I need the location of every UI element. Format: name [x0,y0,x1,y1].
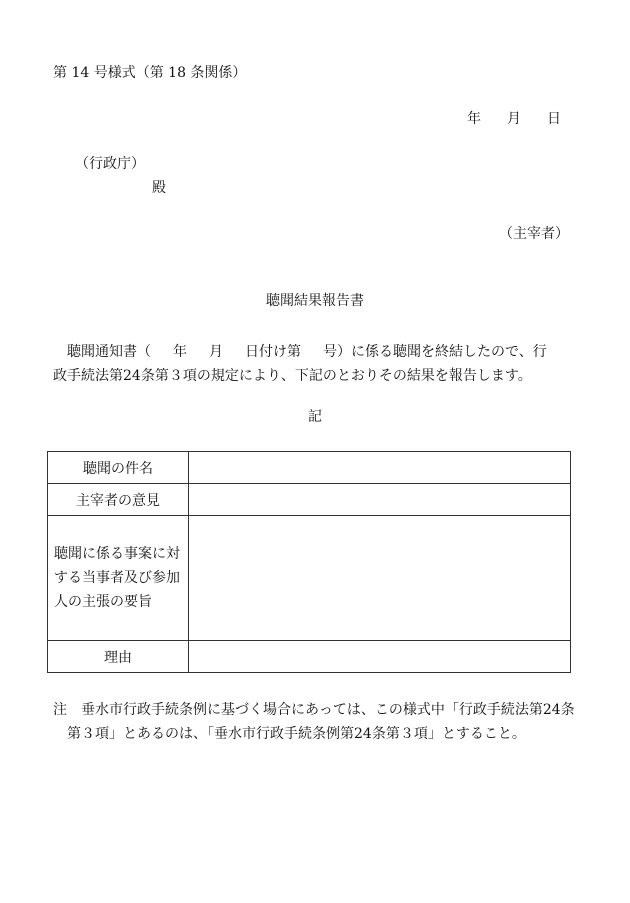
body-line-1 [53,340,583,364]
presider-label: （主宰者） [499,226,569,242]
date-year-label: 年 [467,111,481,127]
row-label-line: する当事者及び参加 [54,570,180,586]
row-value-cell [189,516,571,641]
body-month: 月 [209,344,223,360]
row-label: 主宰者の意見 [48,484,189,516]
note-block [53,698,583,746]
row-label: 理由 [48,641,189,673]
document-title: 聴聞結果報告書 [266,293,364,309]
row-value-cell [189,484,571,516]
table-row [48,484,571,516]
form-number: 第 14 号様式（第 18 条関係） [53,65,247,81]
table-row [48,516,571,641]
row-value-cell [189,641,571,673]
record-table [47,451,571,673]
row-label-line: 聴聞に係る事案に対 [54,546,180,562]
honorific-label: 殿 [152,180,166,196]
row-label-multiline [48,516,189,641]
note-line-1 [53,698,583,722]
body-segment: 号）に係る聴聞を終結したので、行 [323,344,547,360]
table-row [48,641,571,673]
date-line [467,112,561,126]
body-segment: 日付け第 [245,344,301,360]
body-segment: 聴聞通知書（ [67,344,151,360]
table-row [48,452,571,484]
ki-label: 記 [308,409,322,425]
body-year: 年 [173,344,187,360]
date-day-label: 日 [547,111,561,127]
row-label: 聴聞の件名 [48,452,189,484]
body-paragraph [53,340,583,388]
body-line-2: 政手続法第24条第３項の規定により、下記のとおりその結果を報告します。 [53,368,532,384]
note-mark: 注 [53,702,67,718]
row-value-cell [189,452,571,484]
note-line-2: 第３項」とあるのは、「垂水市行政手続条例第24条第３項」とすること。 [67,726,526,742]
date-month-label: 月 [507,111,521,127]
note-text: 垂水市行政手続条例に基づく場合にあっては、この様式中「行政手続法第24条 [81,702,575,718]
agency-label: （行政庁） [75,156,145,172]
row-label-line: 人の主張の要旨 [54,594,152,610]
